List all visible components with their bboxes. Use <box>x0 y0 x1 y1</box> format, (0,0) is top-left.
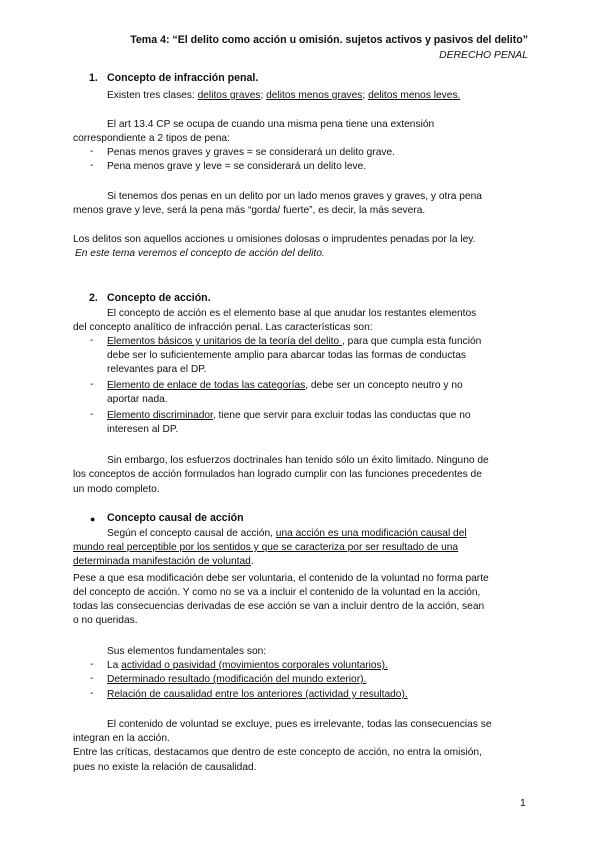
section-1-intro-line <box>107 89 460 102</box>
paragraph-line: un modo completo. <box>73 484 160 495</box>
paragraph-line: Los delitos son aquellos acciones u omisiones dolosas o imprudentes penadas por la ley. <box>73 234 476 245</box>
dash-marker: - <box>90 688 94 699</box>
separator: ; <box>260 90 267 101</box>
characteristic-term: Elemento discriminador <box>107 410 213 421</box>
dash-marker: - <box>90 673 94 684</box>
causal-text: Según el concepto causal de acción, <box>107 528 276 539</box>
paragraph-line: menos grave y leve, será la pena más “gorda/ fuerte”, es decir, la más severa. <box>73 205 426 216</box>
section-1-heading <box>89 72 258 84</box>
characteristic-line: interesen al DP. <box>107 424 179 435</box>
paragraph-line: El contenido de voluntad se excluye, pues es irrelevante, todas las consecuencias se <box>107 719 492 730</box>
page-number: 1 <box>520 798 526 809</box>
subject-label: DERECHO PENAL <box>439 50 528 61</box>
section-2-number: 2. <box>89 292 98 304</box>
paragraph-line: los conceptos de acción formulados han logrado cumplir con las funciones precedentes de <box>73 469 482 480</box>
period: . <box>250 556 254 567</box>
intro-text: Existen tres clases: <box>107 90 198 101</box>
characteristic-line: debe ser lo suficientemente amplio para abarcar todas las formas de conductas <box>107 350 467 361</box>
paragraph-line: Pese a que esa modificación debe ser voluntaria, el contenido de la voluntad no forma parte <box>73 573 489 584</box>
class-menos-graves: delitos menos graves <box>266 90 363 101</box>
dash-marker: - <box>90 409 94 420</box>
element-prefix: La <box>107 660 122 671</box>
characteristic-item <box>107 379 463 392</box>
section-2-heading <box>89 292 211 304</box>
dash-marker: - <box>90 146 94 157</box>
separator: ; <box>362 90 369 101</box>
characteristic-item <box>107 409 471 422</box>
characteristic-text: , debe ser un concepto neutro y no <box>305 380 463 391</box>
class-menos-leves: delitos menos leves. <box>368 90 461 101</box>
paragraph-line: pues no existe la relación de causalidad. <box>73 762 257 773</box>
section-1-number: 1. <box>89 72 98 84</box>
paragraph-line: El art 13.4 CP se ocupa de cuando una misma pena tiene una extensión <box>107 119 435 130</box>
paragraph-line: Entre las críticas, destacamos que dentro de este concepto de acción, no entra la omisión, <box>73 747 482 758</box>
dash-marker: - <box>90 659 94 670</box>
list-item: Penas menos graves y graves = se considerará un delito grave. <box>107 147 395 158</box>
element-item <box>107 659 388 672</box>
section-2-title: Concepto de acción. <box>107 292 211 304</box>
document-title: Tema 4: “El delito como acción u omisión. sujetos activos y pasivos del delito” <box>130 34 528 46</box>
paragraph-line: Si tenemos dos penas en un delito por un lado menos graves y graves, y otra pena <box>107 191 482 202</box>
causal-definition-line: mundo real perceptible por los sentidos y que se caracteriza por ser resultado de una <box>73 542 459 553</box>
paragraph-line: integran en la acción. <box>73 733 170 744</box>
bullet-icon: ● <box>90 514 96 524</box>
paragraph-line: del concepto analítico de infracción penal. Las características son: <box>73 322 373 333</box>
characteristic-line: relevantes para el DP. <box>107 364 207 375</box>
paragraph-line: El concepto de acción es el elemento base al que anudar los restantes elementos <box>107 308 477 319</box>
characteristic-text: , tiene que servir para excluir todas las conductas que no <box>212 410 471 421</box>
characteristic-line: aportar nada. <box>107 394 168 405</box>
element-item: Relación de causalidad entre los anteriores (actividad y resultado). <box>107 689 408 700</box>
element-text: actividad o pasividad (movimientos corporales voluntarios). <box>121 660 388 671</box>
characteristic-term: Elemento de enlace de todas las categorías <box>107 380 306 391</box>
characteristic-item <box>107 335 481 348</box>
paragraph-line <box>107 527 467 540</box>
causal-heading: Concepto causal de acción <box>107 512 244 524</box>
dash-marker: - <box>90 379 94 390</box>
paragraph-line: Sin embargo, los esfuerzos doctrinales han tenido sólo un éxito limitado. Ninguno de <box>107 455 489 466</box>
characteristic-text: , para que cumpla esta función <box>342 336 482 347</box>
paragraph-line: correspondiente a 2 tipos de pena: <box>73 133 230 144</box>
section-1-title: Concepto de infracción penal. <box>107 72 259 84</box>
causal-definition: determinada manifestación de voluntad <box>73 556 251 567</box>
class-graves: delitos graves <box>197 90 261 101</box>
element-item: Determinado resultado (modificación del mundo exterior). <box>107 674 367 685</box>
list-item: Pena menos grave y leve = se considerará un delito leve. <box>107 161 367 172</box>
dash-marker: - <box>90 160 94 171</box>
dash-marker: - <box>90 335 94 346</box>
paragraph-line <box>73 555 254 568</box>
paragraph-line: o no queridas. <box>73 615 138 626</box>
italic-note: En este tema veremos el concepto de acción del delito. <box>75 248 325 259</box>
paragraph-line: del concepto de acción. Y como no se va a incluir el contenido de la voluntad en la acción, <box>73 587 481 598</box>
characteristic-term: Elementos básicos y unitarios de la teoría del delito <box>107 336 343 347</box>
paragraph-line: todas las consecuencias derivadas de ese acción se van a incluir dentro de la acción, sean <box>73 601 485 612</box>
elements-intro: Sus elementos fundamentales son: <box>107 646 267 657</box>
causal-definition: una acción es una modificación causal del <box>275 528 467 539</box>
